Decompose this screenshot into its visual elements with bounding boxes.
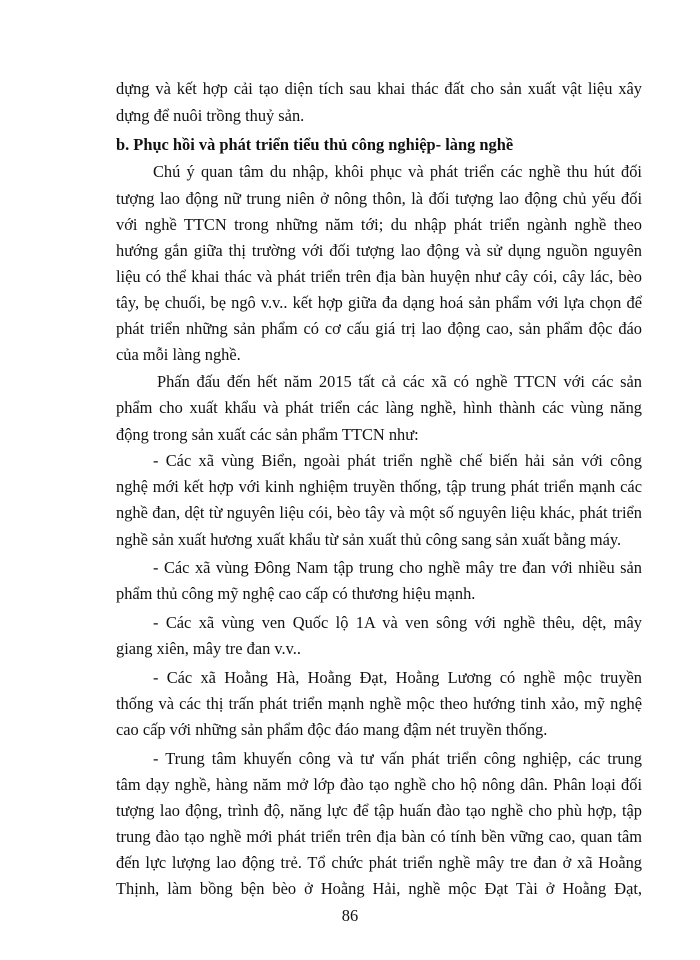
body-text-line: - Các xã Hoằng Hà, Hoằng Đạt, Hoằng Lương có nghề mộc truyền [153, 668, 642, 687]
body-text-line: tượng lao động, trình độ, năng lực để tập huấn đào tạo nghề cho phù hợp, tập [116, 801, 642, 820]
body-text-line: của mỗi làng nghề. [116, 345, 241, 364]
body-text-line: nghề đan, dệt từ nguyên liệu cói, bèo tây và một số nguyên liệu khác, phát triển [116, 503, 642, 522]
body-text-line: phát triển những sản phẩm có cơ cấu giá trị lao động cao, sản phẩm độc đáo [116, 319, 642, 338]
body-text-line: liệu có thể khai thác và phát triển trên địa bàn huyện như cây cói, cây lác, bèo [116, 267, 642, 286]
body-text-line: Thịnh, làm bồng bện bèo ở Hoằng Hải, nghề mộc Đạt Tài ở Hoằng Đạt, [116, 879, 642, 898]
body-text-line: hướng gắn giữa thị trường với đối tượng lao động và sử dụng nguồn nguyên [116, 241, 642, 260]
body-text-line: - Các xã vùng Đông Nam tập trung cho nghề mây tre đan với nhiều sản [153, 558, 642, 577]
body-text-line: tượng lao động nữ trung niên ở nông thôn, là đối tượng lao động chủ yếu đối [116, 189, 642, 208]
body-text-line: - Các xã vùng Biển, ngoài phát triển nghề chế biến hải sản với công [153, 451, 642, 470]
body-text-line: trung đào tạo nghề mới phát triển trên địa bàn có tính bền vững cao, quan tâm [116, 827, 642, 846]
body-text-line: cao cấp với những sản phẩm độc đáo mang đậm nét truyền thống. [116, 720, 548, 739]
section-heading: b. Phục hồi và phát triển tiểu thủ công nghiệp- làng nghề [116, 135, 514, 154]
body-text-line: Phấn đấu đến hết năm 2015 tất cả các xã có nghề TTCN với các sản [157, 372, 642, 391]
body-text-line: với nghề TTCN trong những năm tới; du nhập phát triển ngành nghề theo [116, 215, 642, 234]
body-text-line: phẩm thủ công mỹ nghệ cao cấp có thương hiệu mạnh. [116, 584, 476, 603]
body-text-line: đến lực lượng lao động trẻ. Tổ chức phát triển nghề mây tre đan ở xã Hoằng [116, 853, 642, 872]
body-text-line: phẩm cho xuất khẩu và phát triển các làng nghề, hình thành các vùng năng [116, 398, 642, 417]
page-number: 86 [341, 906, 359, 925]
body-text-line: dựng để nuôi trồng thuỷ sản. [116, 106, 305, 125]
body-text-line: - Trung tâm khuyến công và tư vấn phát triển công nghiệp, các trung [153, 749, 642, 768]
body-text-line: tây, bẹ chuối, bẹ ngô v.v.. kết hợp giữa đa dạng hoá sản phẩm với lựa chọn để [116, 293, 642, 312]
body-text-line: tâm dạy nghề, hàng năm mở lớp đào tạo nghề cho hộ nông dân. Phân loại đối [116, 775, 642, 794]
body-text-line: thống và các thị trấn phát triển mạnh nghề mộc theo hướng tinh xảo, mỹ nghệ [116, 694, 642, 713]
body-text-line: nghệ mới kết hợp với kinh nghiệm truyền thống, tập trung phát triển mạnh các [116, 477, 642, 496]
body-text-line: - Các xã vùng ven Quốc lộ 1A và ven sông với nghề thêu, dệt, mây [153, 613, 642, 632]
body-text-line: động trong sản xuất các sản phẩm TTCN như: [116, 425, 419, 444]
body-text-line: dựng và kết hợp cải tạo diện tích sau khai thác đất cho sản xuất vật liệu xây [116, 79, 642, 98]
body-text-line: Chú ý quan tâm du nhập, khôi phục và phát triển các nghề thu hút đối [153, 162, 642, 181]
body-text-line: nghề sản xuất hương xuất khẩu từ sản xuất thủ công sang sản xuất bằng máy. [116, 530, 622, 549]
body-text-line: giang xiên, mây tre đan v.v.. [116, 639, 301, 658]
